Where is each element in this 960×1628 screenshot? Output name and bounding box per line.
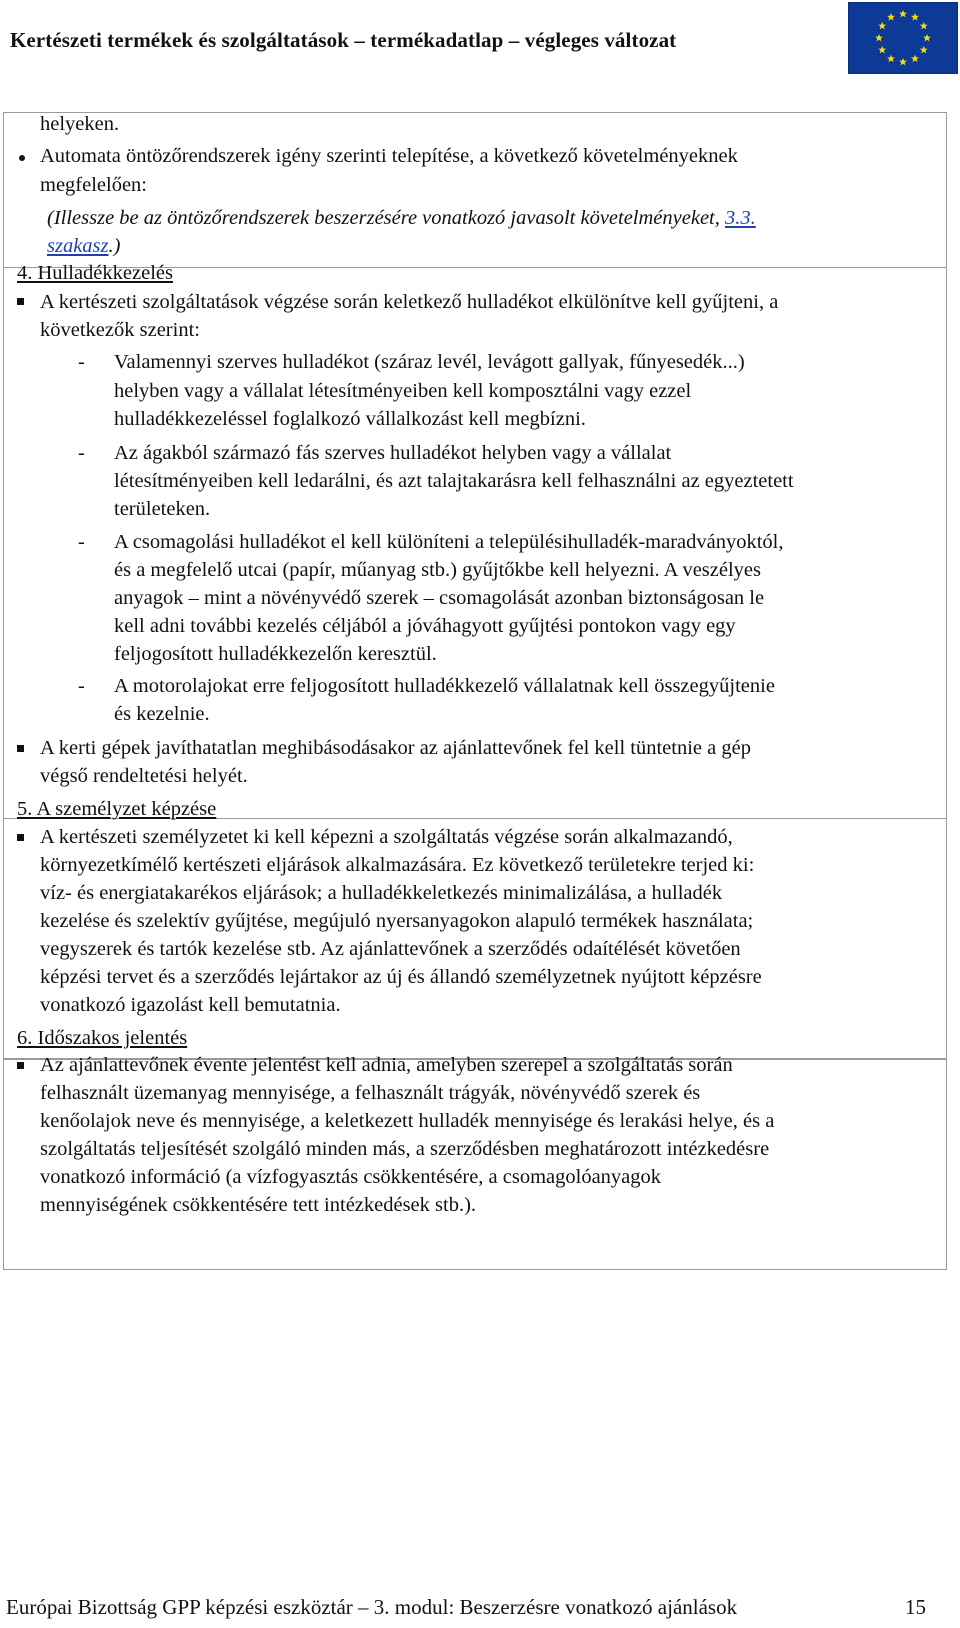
eu-stars-icon bbox=[849, 3, 957, 73]
bullet-text-line: következők szerint: bbox=[40, 319, 200, 341]
bullet-square-icon bbox=[17, 834, 24, 841]
dash-text-line: területeken. bbox=[114, 498, 211, 520]
page-header-title: Kertészeti termékek és szolgáltatások – termékadatlap – végleges változat bbox=[10, 28, 677, 52]
eu-star-icon bbox=[875, 34, 883, 42]
eu-star-icon bbox=[911, 55, 919, 63]
section-link[interactable]: szakasz bbox=[47, 235, 109, 257]
bullet-text-line: A kertészeti személyzetet ki kell képezni a szolgáltatás végzése során alkalmazandó, bbox=[40, 826, 733, 848]
eu-star-icon bbox=[887, 13, 895, 21]
dash-text-line: feljogosított hulladékkezelőn keresztül. bbox=[114, 643, 437, 665]
instruction-note bbox=[47, 232, 120, 261]
section-heading-prefix bbox=[17, 259, 173, 288]
bullet-text-line: képzési tervet és a szerződés lejártakor az új és állandó személyzetnek nyújtott képzésre bbox=[40, 966, 762, 988]
page-footer: Európai Bizottság GPP képzési eszköztár – 3. modul: Beszerzésre vonatkozó ajánlások bbox=[6, 1595, 738, 1619]
page-number: 15 bbox=[905, 1595, 926, 1619]
section-heading: 6. Időszakos jelentés bbox=[17, 1027, 188, 1049]
eu-star-icon bbox=[887, 55, 895, 63]
bullet-square-icon bbox=[17, 298, 24, 305]
eu-flag-logo bbox=[848, 2, 958, 74]
eu-star-icon bbox=[920, 46, 928, 54]
bullet-text-line: víz- és energiatakarékos eljárások; a hulladékkeletkezés minimalizálása, a hulladék bbox=[40, 882, 723, 904]
note-text: .) bbox=[108, 235, 121, 257]
instruction-note bbox=[47, 204, 756, 233]
dash-text-line: Valamennyi szerves hulladékot (száraz levél, levágott gallyak, fűnyesedék...) bbox=[114, 351, 745, 373]
bullet-text-line: Automata öntözőrendszerek igény szerinti telepítése, a következő követelményeknek bbox=[40, 145, 738, 167]
dash-text-line: hulladékkezeléssel foglalkozó vállalkozást kell megbízni. bbox=[114, 408, 586, 430]
eu-star-icon bbox=[878, 22, 886, 30]
dash-marker: - bbox=[78, 531, 85, 553]
eu-star-icon bbox=[899, 10, 907, 18]
bullet-text-line: Az ajánlattevőnek évente jelentést kell adnia, amelyben szerepel a szolgáltatás során bbox=[40, 1054, 733, 1076]
dash-text-line: és kezelnie. bbox=[114, 703, 210, 725]
dash-marker: - bbox=[78, 442, 85, 464]
eu-star-icon bbox=[923, 34, 931, 42]
dash-marker: - bbox=[78, 675, 85, 697]
dash-text-line: és a megfelelő utcai (papír, műanyag stb.) gyűjtőkbe kell helyezni. A veszélyes bbox=[114, 559, 762, 581]
bullet-text-line: végső rendeltetési helyét. bbox=[40, 765, 248, 787]
bullet-text-line: vegyszerek és tartók kezelése stb. Az ajánlattevőnek a szerződés odaítélését követően bbox=[40, 938, 741, 960]
dash-text-line: A csomagolási hulladékot el kell különíteni a településihulladék-maradványoktól, bbox=[114, 531, 784, 553]
section-heading: 5. A személyzet képzése bbox=[17, 798, 217, 820]
bullet-text-line: A kerti gépek javíthatatlan meghibásodásakor az ajánlattevőnek fel kell tüntetnie a gép bbox=[40, 737, 751, 759]
bullet-square-icon bbox=[17, 745, 24, 752]
bullet-text-line: kenőolajok neve és mennyisége, a keletkezett hulladék mennyisége és lerakási helye, és a bbox=[40, 1110, 775, 1132]
bullet-text-line: környezetkímélő kertészeti eljárások alkalmazására. Ez következő területekre terjed ki: bbox=[40, 854, 755, 876]
dash-text-line: Az ágakból származó fás szerves hulladékot helyben vagy a vállalat bbox=[114, 442, 672, 464]
note-text: (Illessze be az öntözőrendszerek beszerzésére vonatkozó javasolt követelményeket, bbox=[47, 207, 720, 229]
dash-text-line: A motorolajokat erre feljogosított hulladékkezelő vállalatnak kell összegyűjtenie bbox=[114, 675, 775, 697]
dash-text-line: anyagok – mint a növényvédő szerek – csomagolását azonban biztonságosan le bbox=[114, 587, 765, 609]
bullet-text-line: kezelése és szelektív gyűjtése, megújuló nyersanyagokon alapuló termékek használata; bbox=[40, 910, 754, 932]
eu-star-icon bbox=[899, 58, 907, 66]
eu-star-icon bbox=[878, 46, 886, 54]
eu-star-icon bbox=[920, 22, 928, 30]
eu-star-icon bbox=[911, 13, 919, 21]
dash-marker: - bbox=[78, 351, 85, 373]
dash-text-line: helyben vagy a vállalat létesítményeiben kell komposztálni vagy ezzel bbox=[114, 380, 692, 402]
bullet-text-line: felhasznált üzemanyag mennyisége, a felhasznált trágyák, növényvédő szerek és bbox=[40, 1082, 701, 1104]
bullet-text-line: vonatkozó igazolást kell bemutatnia. bbox=[40, 994, 341, 1016]
dash-text-line: létesítményeiben kell ledarálni, és azt talajtakarásra kell felhasználni az egyeztetett bbox=[114, 470, 794, 492]
body-text-line: helyeken. bbox=[40, 113, 120, 135]
bullet-text-line: megfelelően: bbox=[40, 174, 148, 196]
section-heading: 4. Hulladékkezelés bbox=[17, 262, 173, 284]
section-link[interactable]: 3.3. bbox=[725, 207, 756, 229]
bullet-text-line: szolgáltatás teljesítését szolgáló minden más, a szerződésben meghatározott intézkedésre bbox=[40, 1138, 770, 1160]
bullet-text-line: A kertészeti szolgáltatások végzése során keletkező hulladékot elkülönítve kell gyűjteni, a bbox=[40, 291, 779, 313]
bullet-square-icon bbox=[17, 1062, 24, 1069]
dash-text-line: kell adni további kezelés céljából a jóváhagyott gyűjtési pontokon vagy egy bbox=[114, 615, 736, 637]
bullet-dot-icon bbox=[19, 155, 25, 161]
bullet-text-line: vonatkozó információ (a vízfogyasztás csökkentésére, a csomagolóanyagok bbox=[40, 1166, 662, 1188]
bullet-text-line: mennyiségének csökkentésére tett intézkedések stb.). bbox=[40, 1194, 477, 1216]
